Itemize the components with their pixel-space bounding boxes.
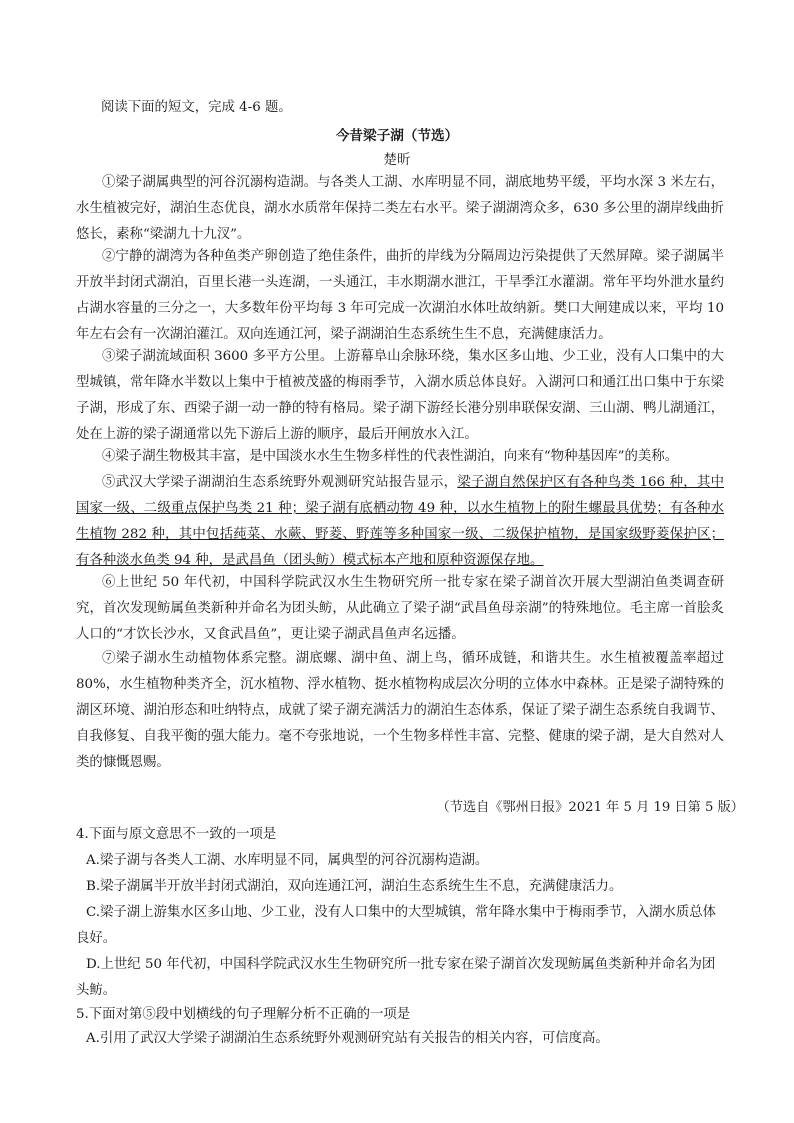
article-title: 今昔梁子湖（节选）: [335, 128, 459, 144]
paragraph-4: ④梁子湖生物极其丰富，是中国淡水水生生物多样性的代表性湖泊，向来有“物种基因库”的美称。: [102, 449, 679, 464]
paragraph-2: ②宁静的湖湾为各种鱼类产卵创造了绝佳条件，曲折的岸线为分隔周边污染提供了天然屏障。梁子湖属半开放半封闭式湖泊，百里长港一头连湖，一头通江，丰水期湖水泄江，干旱季江水灌湖。常年平均外泄水量约占湖水容量的三分之一，大多数年份平均每 3 年可完成一次湖泊水体吐故纳新。樊口大闸建成以来，平均 10 年左右会有一次湖泊灌江。双向连通江河，梁子湖湖泊生态系统生生不息，充满健康活力。: [76, 249, 724, 342]
paragraph-5-underlined: 梁子湖自然保护区有各种鸟类 166 种，其中国家一级、二级重点保护鸟类 21 种；梁子湖有底栖动物 49 种，以水生植物上的附生螺最具优势；有各种水生植物 282 种，其中包括莼菜、水蕨、野菱、野莲等多种国家一级、二级保护植物，是国家级野菱保护区；有各种淡水鱼类 94 种，是武昌鱼（团头鲂）模式标本产地和原种资源保存地。: [76, 475, 724, 568]
article-source: （节选自《鄂州日报》2021 年 5 月 19 日第 5 版）: [436, 800, 744, 815]
question-4-stem: 4.下面与原文意思不一致的一项是: [76, 827, 277, 842]
question-4-option-c: C.梁子湖上游集水区多山地、少工业，没有人口集中的大型城镇，常年降水集中于梅雨季节，入湖水质总体良好。: [76, 905, 716, 946]
paragraph-5: [76, 470, 724, 574]
paragraph-6: ⑥上世纪 50 年代初，中国科学院武汉水生生物研究所一批专家在梁子湖首次开展大型湖泊鱼类调查研究，首次发现鲂属鱼类新种并命名为团头鲂，从此确立了梁子湖“武昌鱼母亲湖”的特殊地位。毛主席一首脍炙人口的“才饮长沙水，又食武昌鱼”，更让梁子湖武昌鱼声名远播。: [76, 575, 724, 642]
paragraph-1: ①梁子湖属典型的河谷沉溺构造湖。与各类人工湖、水库明显不同，湖底地势平缓，平均水深 3 米左右，水生植被完好，湖泊生态优良，湖水水质常年保持二类左右水平。梁子湖湖湾众多，630 多公里的湖岸线曲折悠长，素称“梁湖九十九汊”。: [76, 175, 724, 242]
question-4-option-d: D.上世纪 50 年代初，中国科学院武汉水生生物研究所一批专家在梁子湖首次发现鲂属鱼类新种并命名为团头鲂。: [76, 957, 716, 998]
paragraph-7: ⑦梁子湖水生动植物体系完整。湖底螺、湖中鱼、湖上鸟，循环成链，和谐共生。水生植被覆盖率超过 80%，水生植物种类齐全，沉水植物、浮水植物、挺水植物构成层次分明的立体水中森林。正是梁子湖特殊的湖区环境、湖泊形态和吐纳特点，成就了梁子湖充满活力的湖泊生态体系，保证了梁子湖生态系统自我调节、自我修复、自我平衡的强大能力。毫不夸张地说，一个生物多样性丰富、完整、健康的梁子湖，是大自然对人类的慷慨恩赐。: [76, 651, 724, 770]
question-4-option-a: A.梁子湖与各类人工湖、水库明显不同，属典型的河谷沉溺构造湖。: [86, 853, 489, 868]
question-5-stem: 5.下面对第⑤段中划横线的句子理解分析不正确的一项是: [76, 1007, 411, 1022]
reading-instruction: 阅读下面的短文，完成 4-6 题。: [101, 100, 292, 115]
paragraph-3: ③梁子湖流域面积 3600 多平方公里。上游幕阜山余脉环绕，集水区多山地、少工业，没有人口集中的大型城镇，常年降水半数以上集中于植被茂盛的梅雨季节，入湖水质总体良好。入湖河口和通江出口集中于东梁子湖，形成了东、西梁子湖一动一静的特有格局。梁子湖下游经长港分别串联保安湖、三山湖、鸭儿湖通江，处在上游的梁子湖通常以先下游后上游的顺序，最后开闸放水入江。: [76, 349, 724, 442]
paragraph-5-intro: ⑤武汉大学梁子湖湖泊生态系统野外观测研究站报告显示，: [102, 475, 458, 490]
question-4-option-b: B.梁子湖属半开放半封闭式湖泊，双向连通江河，湖泊生态系统生生不息，充满健康活力。: [86, 879, 623, 894]
article-author: 楚昕: [383, 152, 411, 168]
question-5-option-a: A.引用了武汉大学梁子湖湖泊生态系统野外观测研究站有关报告的相关内容，可信度高。: [86, 1031, 609, 1046]
